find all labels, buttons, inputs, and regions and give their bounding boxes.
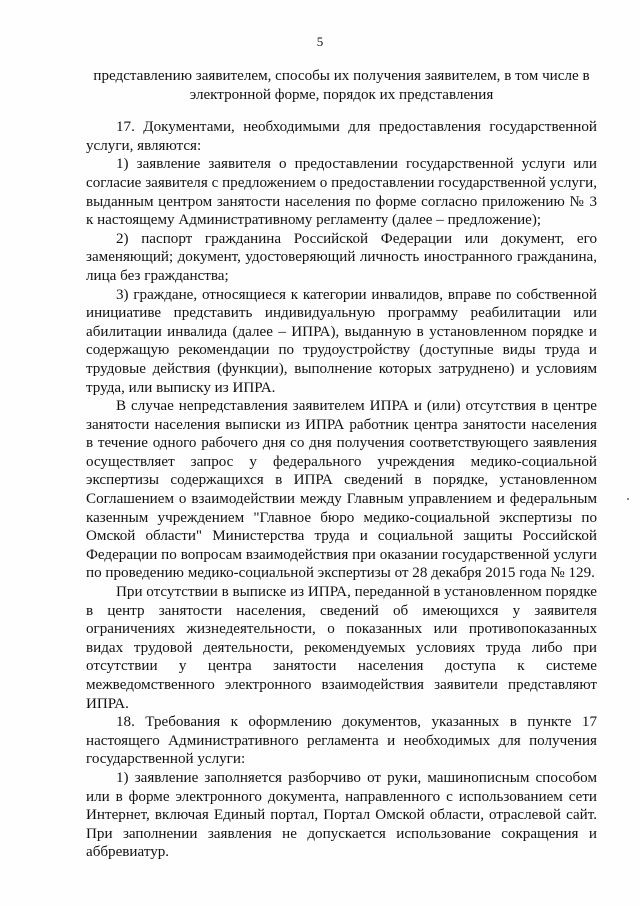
paragraph-17-item-3: 3) граждане, относящиеся к категории инвалидов, вправе по собственной инициативе представить индивидуальную программу реабилитации или абилитации инвалида (далее – ИПРА), выданную в установленном порядке и содержащую рекомендации по трудоустройству (доступные виды труда и трудовые действия (функции), выполнение которых затруднено) и условиям труда, или выписку из ИПРА. [86, 286, 597, 396]
paragraph-17: 17. Документами, необходимыми для предоставления государственной услуги, являются: [86, 119, 597, 154]
section-heading-continuation: представлению заявителем, способы их получения заявителем, в том числе в электронной форме, порядок их представления [93, 68, 590, 103]
paragraph-18-item-1: 1) заявление заполняется разборчиво от руки, машинописным способом или в форме электронного документа, направленного с использованием сети Интернет, включая Единый портал, Портал Омской области, отраслевой сайт. При заполнении заявления не допускается использование сокращения и аббревиатур. [86, 769, 597, 861]
paragraph-ipra-request: В случае непредставления заявителем ИПРА и (или) отсутствия в центре занятости населения выписки из ИПРА работник центра занятости населения в течение одного рабочего дня со дня получения соответствующего заявления осуществляет запрос у федерального учреждения медико-социальной экспертизы содержащихся в ИПРА сведений в порядке, установленном Соглашением о взаимодействии между Главным управлением и федеральным казенным учреждением "Главное бюро медико-социальной экспертизы по Омской области" Министерства труда и социальной защиты Российской Федерации по вопросам взаимодействия при оказании государственной услуги по проведению медико-социальной экспертизы от 28 декабря 2015 года № 129. [86, 398, 597, 582]
page-number: 5 [316, 34, 324, 49]
paragraph-17-item-1: 1) заявление заявителя о предоставлении государственной услуги или согласие заявителя с предложением о предоставлении государственной услуги, выданным центром занятости населения по форме согласно приложению № 3 к настоящему Административному регламенту (далее – предложение); [86, 156, 597, 229]
page-body [86, 67, 597, 862]
paragraph-ipra-absence: При отсутствии в выписке из ИПРА, переданной в установленном порядке в центр занятости населения, сведений об имеющихся у заявителя ограничениях жизнедеятельности, о показанных или противопоказанных видах трудовой деятельности, рекомендуемых условиях труда либо при отсутствии у центра занятости населения доступа к системе межведомственного электронного взаимодействия заявители представляют ИПРА. [86, 584, 597, 712]
paragraph-18: 18. Требования к оформлению документов, указанных в пункте 17 настоящего Административного регламента и необходимых для получения государственной услуги: [86, 714, 597, 768]
scan-speck [627, 498, 629, 500]
paragraph-17-item-2: 2) паспорт гражданина Российской Федерации или документ, его заменяющий; документ, удостоверяющий личность иностранного гражданина, лица без гражданства; [86, 230, 597, 284]
